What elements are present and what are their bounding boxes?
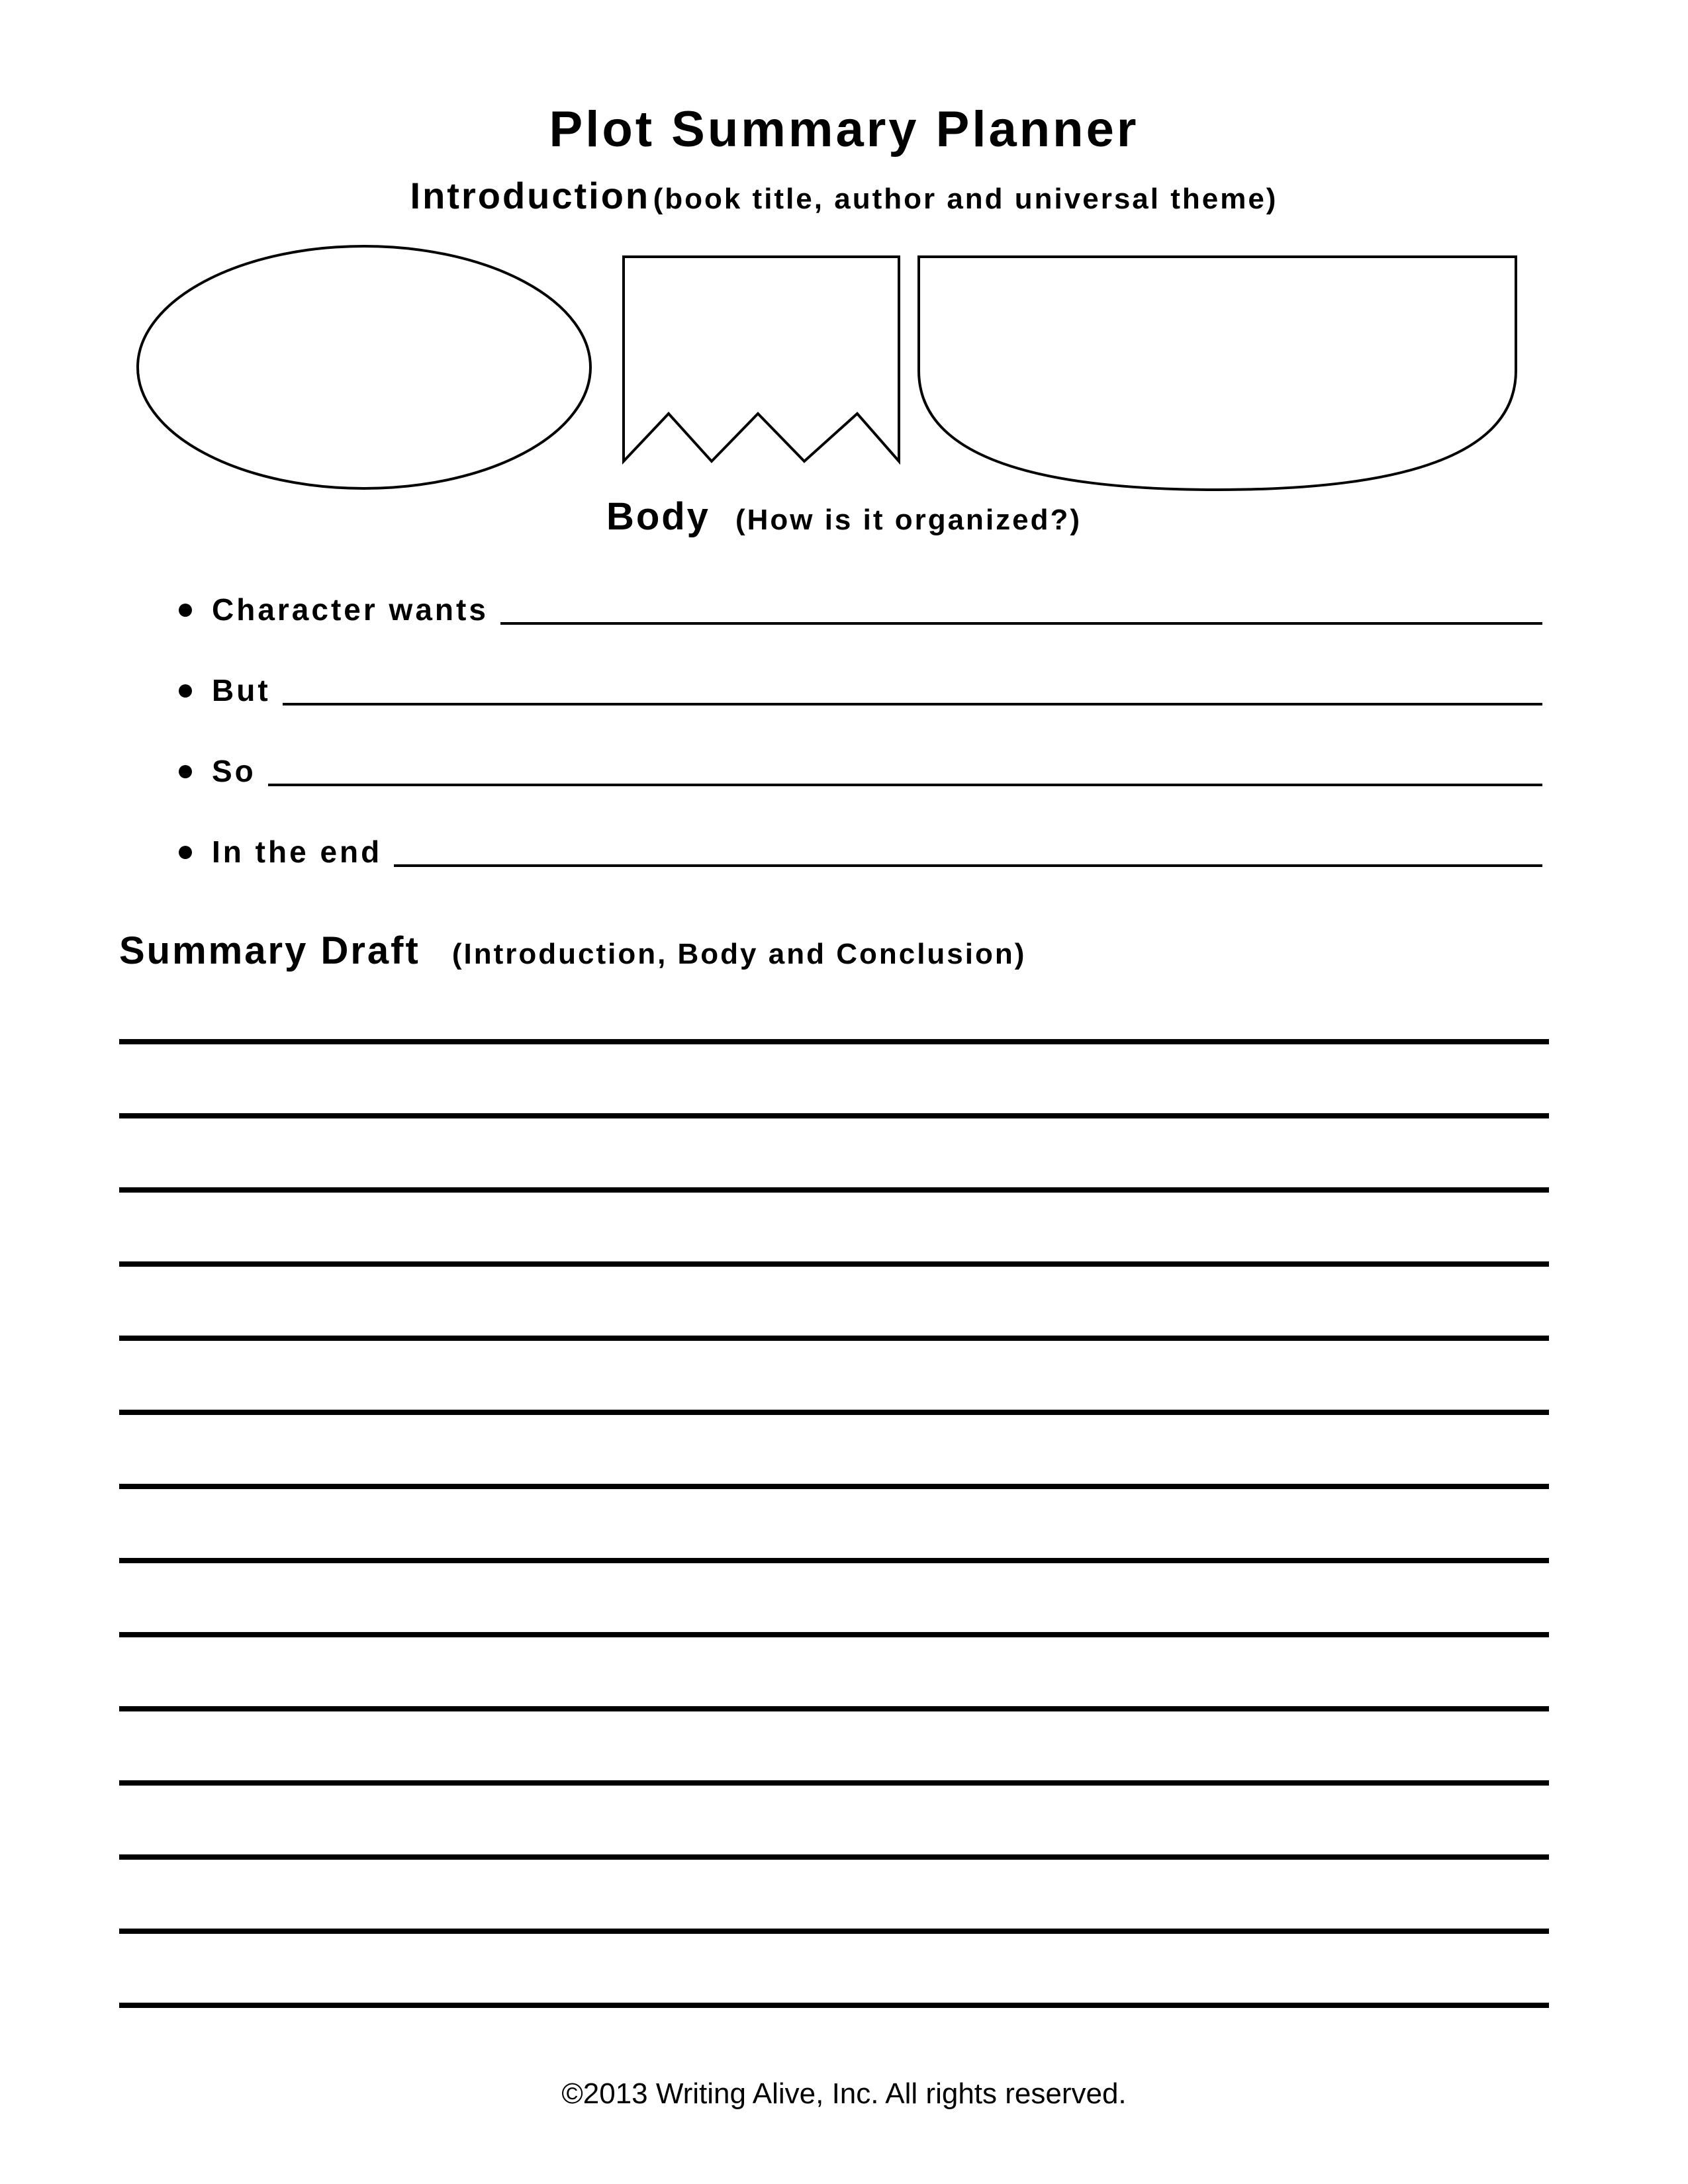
summary-draft-lines <box>119 1039 1549 2077</box>
answer-line[interactable] <box>283 702 1542 705</box>
introduction-heading-label: Introduction <box>410 175 651 216</box>
bowl-shape[interactable] <box>919 257 1516 490</box>
oval-shape[interactable] <box>138 246 590 488</box>
writing-line[interactable] <box>119 1113 1549 1118</box>
writing-line[interactable] <box>119 1336 1549 1341</box>
bullet-dot <box>179 846 192 859</box>
summary-draft-heading-label: Summary Draft <box>119 929 420 972</box>
writing-line[interactable] <box>119 1632 1549 1637</box>
writing-line[interactable] <box>119 1780 1549 1786</box>
prompt-label: So <box>212 754 256 788</box>
prompt-but <box>179 660 1542 707</box>
summary-draft-heading-note: (Introduction, Body and Conclusion) <box>451 938 1027 970</box>
writing-line[interactable] <box>119 1854 1549 1860</box>
prompt-label: But <box>212 673 271 707</box>
writing-line[interactable] <box>119 1410 1549 1415</box>
prompt-character-wants <box>179 580 1542 626</box>
answer-line[interactable] <box>394 864 1542 867</box>
prompt-label: In the end <box>212 835 383 869</box>
writing-line[interactable] <box>119 1558 1549 1563</box>
banner-shape[interactable] <box>624 257 899 461</box>
writing-line[interactable] <box>119 1706 1549 1711</box>
writing-line[interactable] <box>119 2003 1549 2008</box>
bullet-dot <box>179 604 192 617</box>
page-title: Plot Summary Planner <box>549 101 1139 158</box>
prompt-in-the-end <box>179 822 1542 868</box>
writing-line[interactable] <box>119 1484 1549 1489</box>
body-heading <box>0 495 1688 538</box>
bullet-dot <box>179 765 192 778</box>
body-heading-note: (How is it organized?) <box>735 504 1082 536</box>
introduction-heading-note: (book title, author and universal theme) <box>653 183 1278 215</box>
writing-line[interactable] <box>119 1929 1549 1934</box>
answer-line[interactable] <box>500 621 1542 625</box>
writing-line[interactable] <box>119 1187 1549 1193</box>
prompt-so <box>179 741 1542 788</box>
summary-draft-heading <box>119 929 1027 972</box>
answer-line[interactable] <box>268 783 1542 786</box>
body-heading-label: Body <box>606 495 710 538</box>
prompt-label: Character wants <box>212 592 489 627</box>
writing-line[interactable] <box>119 1039 1549 1044</box>
bullet-dot <box>179 684 192 698</box>
writing-line[interactable] <box>119 1261 1549 1267</box>
copyright-footer: ©2013 Writing Alive, Inc. All rights reserved. <box>561 2077 1127 2110</box>
